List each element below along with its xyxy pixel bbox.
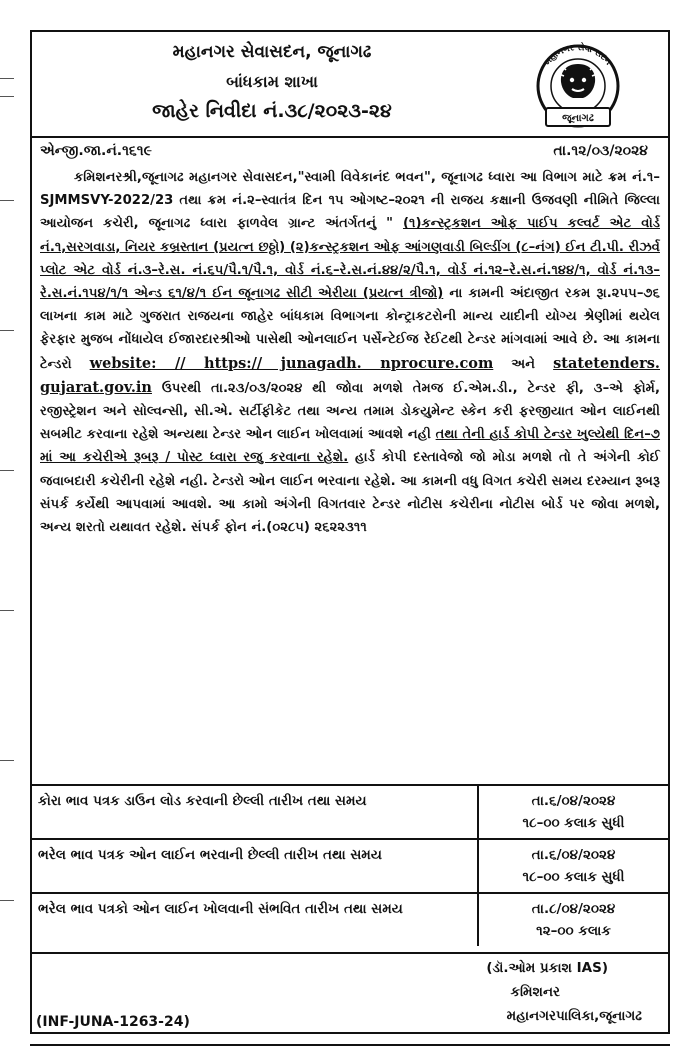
schedule-time: ૧૨–૦૦ કલાક: [536, 923, 611, 939]
margin-rule: [0, 200, 14, 201]
schedule-time: ૧૮–૦૦ કલાક સુધી: [522, 815, 625, 831]
svg-text:મહાનગર સેવા સદન: મહાનગર સેવા સદન: [542, 42, 614, 68]
reference-date: તા.૧૨/૦૩/૨૦૨૪: [553, 143, 648, 159]
reference-row: [40, 140, 660, 164]
schedule-datetime: [478, 785, 668, 839]
signatory-title: કમિશનર: [510, 984, 560, 1000]
corporation-seal-logo: [522, 38, 634, 132]
schedule-date: તા.૮/૦૪/૨૦૨૪: [531, 901, 616, 917]
margin-rule: [0, 78, 14, 79]
schedule-table: [32, 784, 668, 946]
reference-number: એન્જી.જા.નં.૧૬૧૯: [40, 143, 152, 159]
department-name: બાંધકામ શાખા: [226, 72, 318, 91]
svg-text:જૂનાગઢ: જૂનાગઢ: [562, 113, 594, 124]
website-link-statetenders[interactable]: statetenders. gujarat.gov.in: [40, 354, 660, 396]
body-intro: કમિશનરશ્રી,જૂનાગઢ મહાનગર સેવાસદન,"સ્વામી વિવેકાનંદ ભવન", જૂનાગઢ ધ્વારા આ વિભાગ માટે ક્રમ નં.૧–SJMMSVY-2022/23 તથા ક્રમ નં.૨–સ્વાતંત્ર દિન ૧૫ ઓગષ્ટ–૨૦૨૧ ની રાજય કક્ષાની ઉજવણી નીમિતે જિલ્લા આયોજન કચેરી, જૂનાગઢ ધ્વારા ફાળવેલ ગ્રાન્ટ અંતર્ગતનું ": [40, 170, 660, 232]
page-divider: [30, 1044, 670, 1046]
notice-body: [40, 166, 660, 778]
schedule-datetime: [478, 839, 668, 893]
schedule-label: ભરેલ ભાવ પત્રક ઓન લાઈન ભરવાની છેલ્લી તારીખ તથા સમય: [32, 839, 478, 893]
margin-rule: [0, 900, 14, 901]
notice-title: જાહેર નિવીદા નં.૩૮/૨૦૨૩-૨૪: [152, 100, 392, 122]
tender-notice: [30, 30, 670, 1034]
margin-rule: [0, 96, 14, 97]
schedule-label: ભરેલ ભાવ પત્રકો ઓન લાઈન ખોલવાની સંભવિત તારીખ તથા સમય: [32, 893, 478, 946]
notice-paragraph: [40, 166, 660, 539]
margin-rule: [0, 330, 14, 331]
body-estimate: ના કામની અંદાજીત રકમ રૂા.૨૫૫–૭૬ લાખના કામ માટે ગુજરાત રાજયના જાહેર બાંધકામ વિભાગના કોન્ટ્રાકટરોની માન્ય યાદીની યોગ્ય શ્રેણીમાં થયેલ ફેરફાર મુજબ નોંધાયેલ ઈજારદારશ્રીઓ પાસેથી ઓનલાઈન પર્સેન્ટેઈજ રેઈટથી ટેન્ડર માંગવામાં આવે છે. આ કામના ટેન્ડરો: [40, 286, 660, 372]
inf-code: (INF-JUNA-1263-24): [36, 1014, 190, 1030]
work-description: (૧)કન્સ્ટ્રકશન ઓફ પાઈપ કલ્વર્ટ એટ વોર્ડ નં.૧,સરગવાડા, નિયર કબ્રસ્તાન (પ્રયત્ન છઠ્ઠો) (૨)કન્સ્ટ્રકશન ઓફ આંગણવાડી બિલ્ડીંગ (૮–નંગ) ઈન ટી.પી. રીઝર્વ પ્લોટ એટ વોર્ડ નં.૩–રે.સ. નં.૬૫/પૈ.૧/પૈ.૧, વોર્ડ નં.૬–રે.સ.નં.૪૪/૨/પૈ.૧, વોર્ડ નં.૧૨–રે.સ.નં.૧૪૪/૧, વોર્ડ નં.૧૩–રે.સ.નં.૧૫૪/૧/૧ એન્ડ ૬૧/૪/૧ ઈન જૂનાગઢ સીટી એરીયા (પ્રયત્ન ત્રીજો): [40, 216, 660, 302]
table-row: [32, 785, 668, 839]
signature-block: [32, 952, 668, 1036]
margin-rule: [0, 610, 14, 611]
schedule-label: કોરા ભાવ પત્રક ડાઉન લોડ કરવાની છેલ્લી તારીખ તથા સમય: [32, 785, 478, 839]
lion-emblem: [559, 64, 597, 98]
org-name: મહાનગર સેવાસદન, જૂનાગઢ: [172, 42, 372, 62]
table-row: [32, 839, 668, 893]
notice-header: [32, 32, 668, 138]
website-link-nprocure[interactable]: website: // https:// junagadh. nprocure.com: [89, 354, 494, 372]
hardcopy-instruction: તથા તેની હાર્ડ કોપી ટેન્ડર ખુલ્યેથી દિન–૭ માં આ કચેરીએ રૂબરૂ / પોસ્ટ ધ્વારા રજુ કરવાના રહેશે.: [40, 427, 661, 466]
schedule-date: તા.૬/૦૪/૨૦૨૪: [531, 793, 616, 809]
table-row: [32, 893, 668, 946]
body-conjunction: અને: [493, 356, 554, 372]
signatory-org: મહાનગરપાલિકા,જૂનાગઢ: [506, 1008, 642, 1024]
margin-rule: [0, 760, 14, 761]
body-documents: ઉપરથી તા.૨૩/૦૩/૨૦૨૪ થી જોવા મળશે તેમજ ઈ.એમ.ડી., ટેન્ડર ફી, ૩–એ ફોર્મ, રજીસ્ટ્રેશન અને સોલ્વન્સી, સી.એ. સર્ટીફીકેટ તથા અન્ય તમામ ડોકયુમેન્ટ સ્કેન કરી ફરજીયાત ઓન લાઈનથી સબમીટ કરવાના રહેશે અન્યથા ટેન્ડર ઓન લાઈન ખોલવામાં આવશે નહી: [40, 380, 660, 443]
schedule-time: ૧૮–૦૦ કલાક સુધી: [522, 869, 625, 885]
schedule-datetime: [478, 893, 668, 946]
body-closing: હાર્ડ કોપી દસ્તાવેજો જો મોડા મળશે તો તે અંગેની કોઈ જવાબદારી કચેરીની રહેશે નહી. ટેન્ડરો ઓન લાઈન ભરવાના રહેશે. આ કામની વધુ વિગત કચેરી સમય દરમ્યાન રૂબરૂ સંપર્ક કર્યેથી આપવામાં આવશે. આ કામો અંગેની વિગતવાર ટેન્ડર નોટીસ કચેરીના નોટીસ બોર્ડ પર જોવા મળશે, અન્ય શરતો યથાવત રહેશે. સંપર્ક ફોન નં.(૦૨૮૫) ૨૬૨૨૩૧૧: [40, 450, 660, 536]
signatory-name: (ડૉ.ઓમ પ્રકાશ IAS): [486, 960, 608, 976]
schedule-date: તા.૬/૦૪/૨૦૨૪: [531, 847, 616, 863]
margin-rule: [0, 470, 14, 471]
